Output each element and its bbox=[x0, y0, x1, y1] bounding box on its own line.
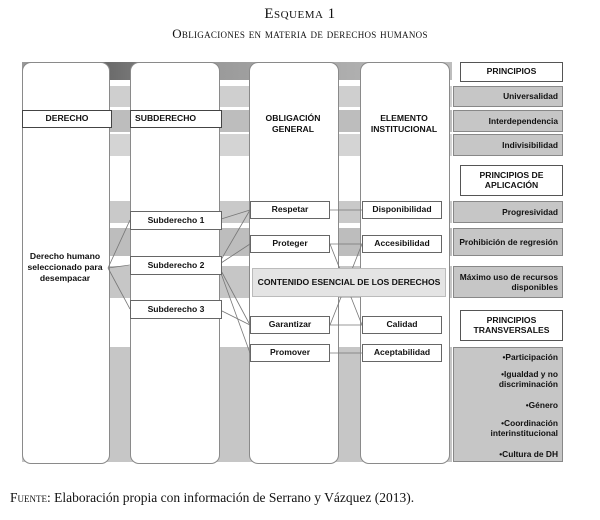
contenido-esencial: CONTENIDO ESENCIAL DE LOS DERECHOS bbox=[252, 268, 446, 297]
figure-subtitle: Obligaciones en materia de derechos humanos bbox=[172, 26, 428, 41]
obligacion-respetar: Respetar bbox=[250, 201, 330, 219]
source-text: : Elaboración propia con información de Serrano y Vázquez (2013). bbox=[47, 490, 415, 505]
principios-transversales-header: PRINCIPIOS TRANSVERSALES bbox=[460, 310, 563, 341]
transversal-participacion: •Participación bbox=[502, 352, 558, 362]
header-obligacion: OBLIGACIÓN GENERAL bbox=[265, 113, 321, 134]
subderecho-2: Subderecho 2 bbox=[130, 256, 222, 275]
elemento-disponibilidad: Disponibilidad bbox=[362, 201, 442, 219]
obligacion-garantizar: Garantizar bbox=[250, 316, 330, 334]
figure-title: Esquema 1 bbox=[264, 6, 336, 22]
header-derecho: DERECHO bbox=[22, 110, 112, 128]
principio-maximo-uso: Máximo uso de recursos disponibles bbox=[453, 266, 563, 298]
transversal-cultura-dh: •Cultura de DH bbox=[499, 449, 558, 459]
source-label: Fuente bbox=[10, 490, 47, 505]
obligacion-proteger: Proteger bbox=[250, 235, 330, 253]
derecho-box: Derecho humano seleccionado para desempacar bbox=[27, 251, 103, 284]
subderecho-3: Subderecho 3 bbox=[130, 300, 222, 319]
obligacion-promover: Promover bbox=[250, 344, 330, 362]
principio-interdependencia: Interdependencia bbox=[453, 110, 563, 132]
transversal-coordinacion: •Coordinación interinstitucional bbox=[490, 418, 558, 439]
elemento-calidad: Calidad bbox=[362, 316, 442, 334]
header-elemento: ELEMENTO INSTITUCIONAL bbox=[370, 113, 438, 134]
principio-universalidad: Universalidad bbox=[453, 86, 563, 107]
principio-indivisibilidad: Indivisibilidad bbox=[453, 134, 563, 156]
header-subderecho: SUBDERECHO bbox=[130, 110, 222, 128]
principios-aplicacion-header: PRINCIPIOS DE APLICACIÓN bbox=[460, 165, 563, 196]
source-note bbox=[10, 490, 414, 506]
principios-header: PRINCIPIOS bbox=[460, 62, 563, 82]
subderecho-1: Subderecho 1 bbox=[130, 211, 222, 230]
transversal-genero: •Género bbox=[525, 400, 558, 410]
elemento-aceptabilidad: Aceptabilidad bbox=[362, 344, 442, 362]
transversal-igualdad: •Igualdad y no discriminación bbox=[498, 369, 558, 390]
principio-prohibicion-regresion: Prohibición de regresión bbox=[453, 228, 563, 256]
elemento-accesibilidad: Accesibilidad bbox=[362, 235, 442, 253]
principio-progresividad: Progresividad bbox=[453, 201, 563, 223]
principios-transversales-list bbox=[453, 347, 563, 462]
